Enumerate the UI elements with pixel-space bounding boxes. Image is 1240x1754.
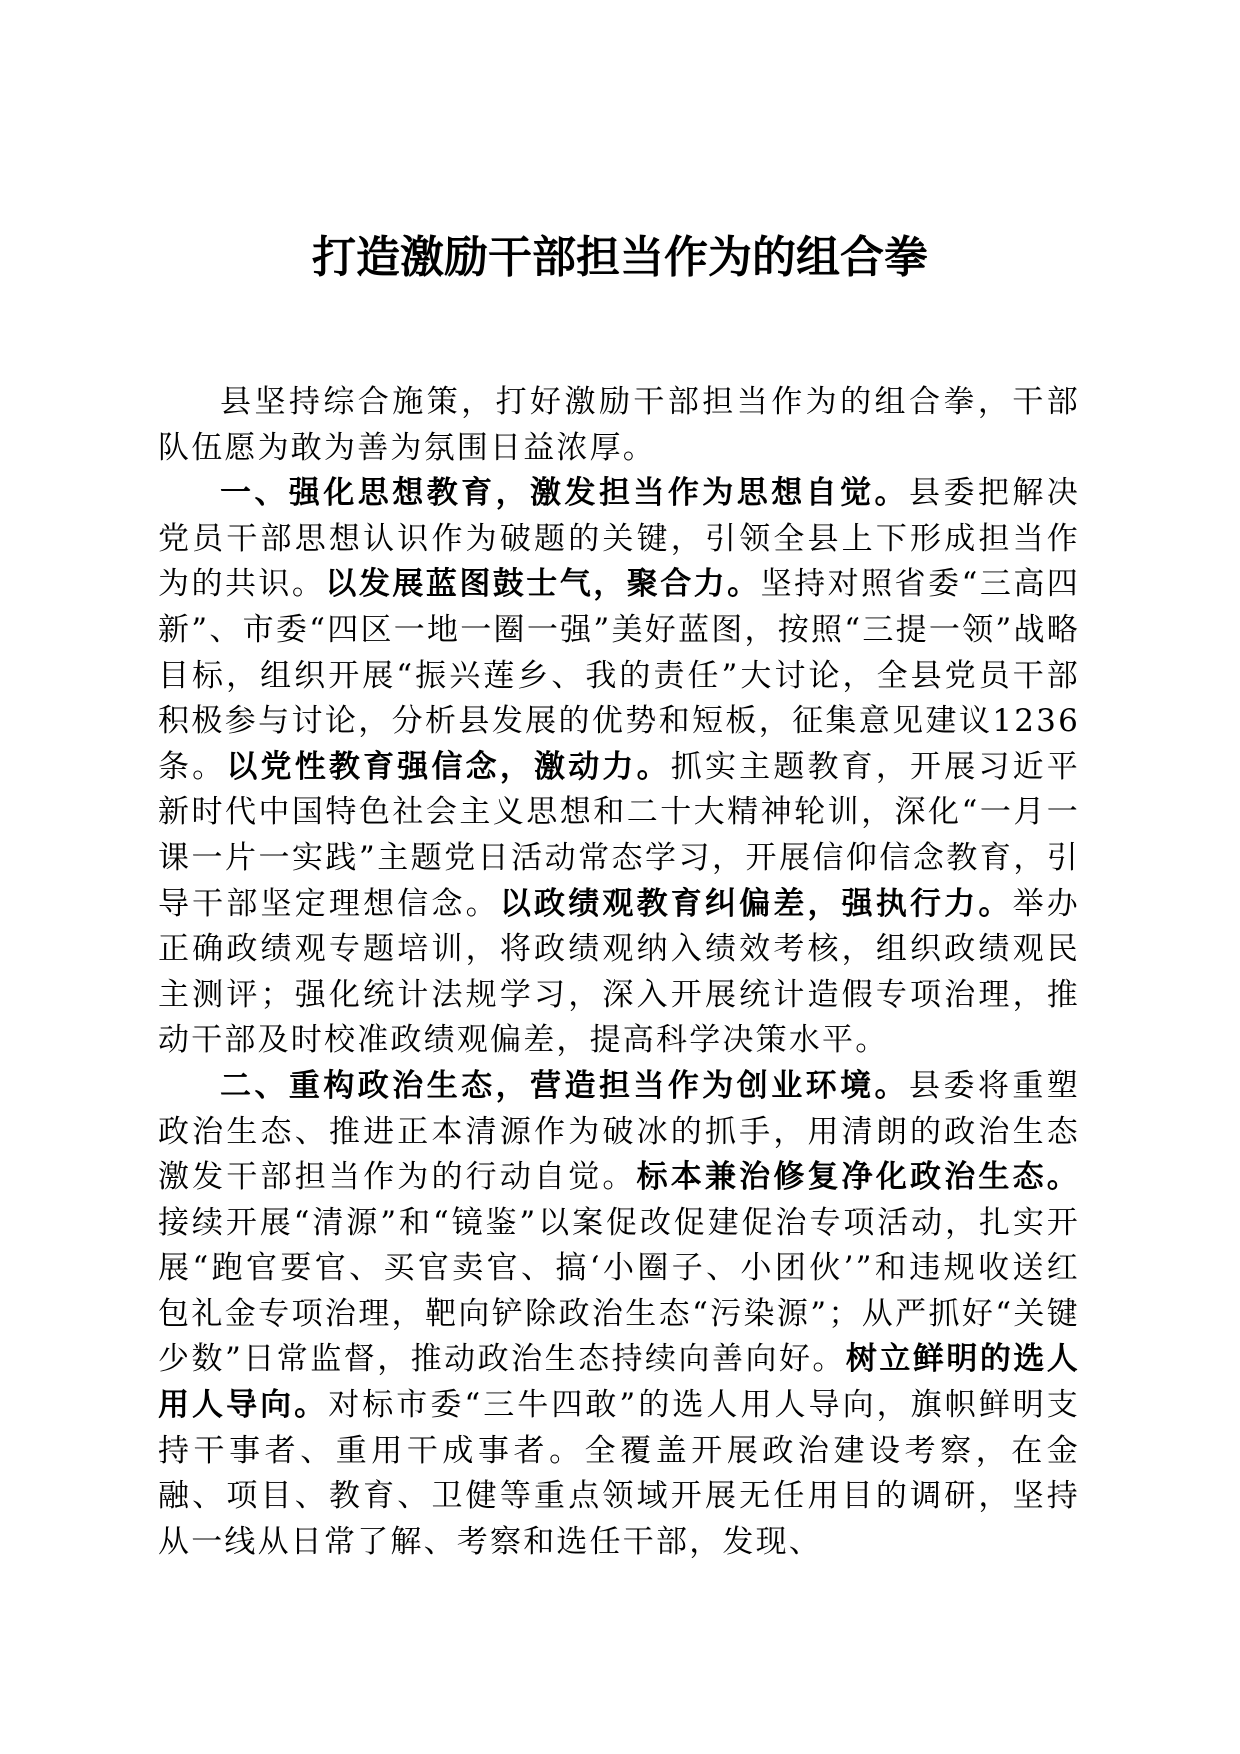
paragraph-text: 对标市委“三牛四敢”的选人用人导向，旗帜鲜明支持干事者、重用干成事者。全覆盖开展政治建设考察，在金融、项目、教育、卫健等重点领域开展无任用目的调研，坚持从一线从日常了解、考察和选任干部，发现、: [158, 1387, 1081, 1560]
subheading-performance-view: 以政绩观教育纠偏差，强执行力。: [499, 885, 1013, 922]
paragraph-text: 举办正确政绩观专题培训，将政绩观纳入绩效考核，组织政绩观民主测评；强化统计法规学习，深入开展统计造假专项治理，推动干部及时校准政绩观偏差，提高科学决策水平。: [158, 885, 1080, 1059]
section-two-paragraph: [158, 1064, 1080, 1566]
intro-paragraph: [158, 380, 1080, 471]
document-body: [158, 380, 1080, 1565]
section-one-paragraph: [158, 471, 1080, 1064]
subheading-political-ecology: 标本兼治修复净化政治生态。: [636, 1159, 1080, 1196]
paragraph-text: 县坚持综合施策，打好激励干部担当作为的组合拳，干部队伍愿为敢为善为氛围日益浓厚。: [158, 384, 1080, 466]
paragraph-text: 抓实主题教育，开展习近平新时代中国特色社会主义思想和二十大精神轮训，深化“一月一课一片一实践”主题党日活动常态学习，开展信仰信念教育，引导干部坚定理想信念。: [158, 748, 1080, 922]
paragraph-text: 接续开展“清源”和“镜鉴”以案促改促建促治专项活动，扎实开展“跑官要官、买官卖官、搞‘小圈子、小团伙’”和违规收送红包礼金专项治理，靶向铲除政治生态“污染源”；从严抓好“关键少数”日常监督，推动政治生态持续向善向好。: [158, 1204, 1080, 1378]
subheading-selection-guidance: 树立鲜明的选人用人导向。: [158, 1341, 1080, 1424]
subheading-party-education: 以党性教育强信念，激动力。: [226, 748, 671, 785]
paragraph-text: 坚持对照省委“三高四新”、市委“四区一地一圈一强”美好蓝图，按照“三提一领”战略目标，组织开展“振兴莲乡、我的责任”大讨论，全县党员干部积极参与讨论，分析县发展的优势和短板，征集意见建议1236条。: [158, 566, 1080, 785]
document-title: 打造激励干部担当作为的组合拳: [312, 232, 928, 283]
section-two-heading: 二、重构政治生态，营造担当作为创业环境。: [220, 1067, 909, 1104]
section-one-heading: 一、强化思想教育，激发担当作为思想自觉。: [220, 475, 909, 512]
subheading-blueprint: 以发展蓝图鼓士气，聚合力。: [325, 566, 761, 603]
paragraph-text: 县委将重塑政治生态、推进正本清源作为破冰的抓手，用清朗的政治生态激发干部担当作为的行动自觉。: [158, 1067, 1080, 1196]
paragraph-text: 县委把解决党员干部思想认识作为破题的关键，引领全县上下形成担当作为的共识。: [158, 475, 1080, 603]
